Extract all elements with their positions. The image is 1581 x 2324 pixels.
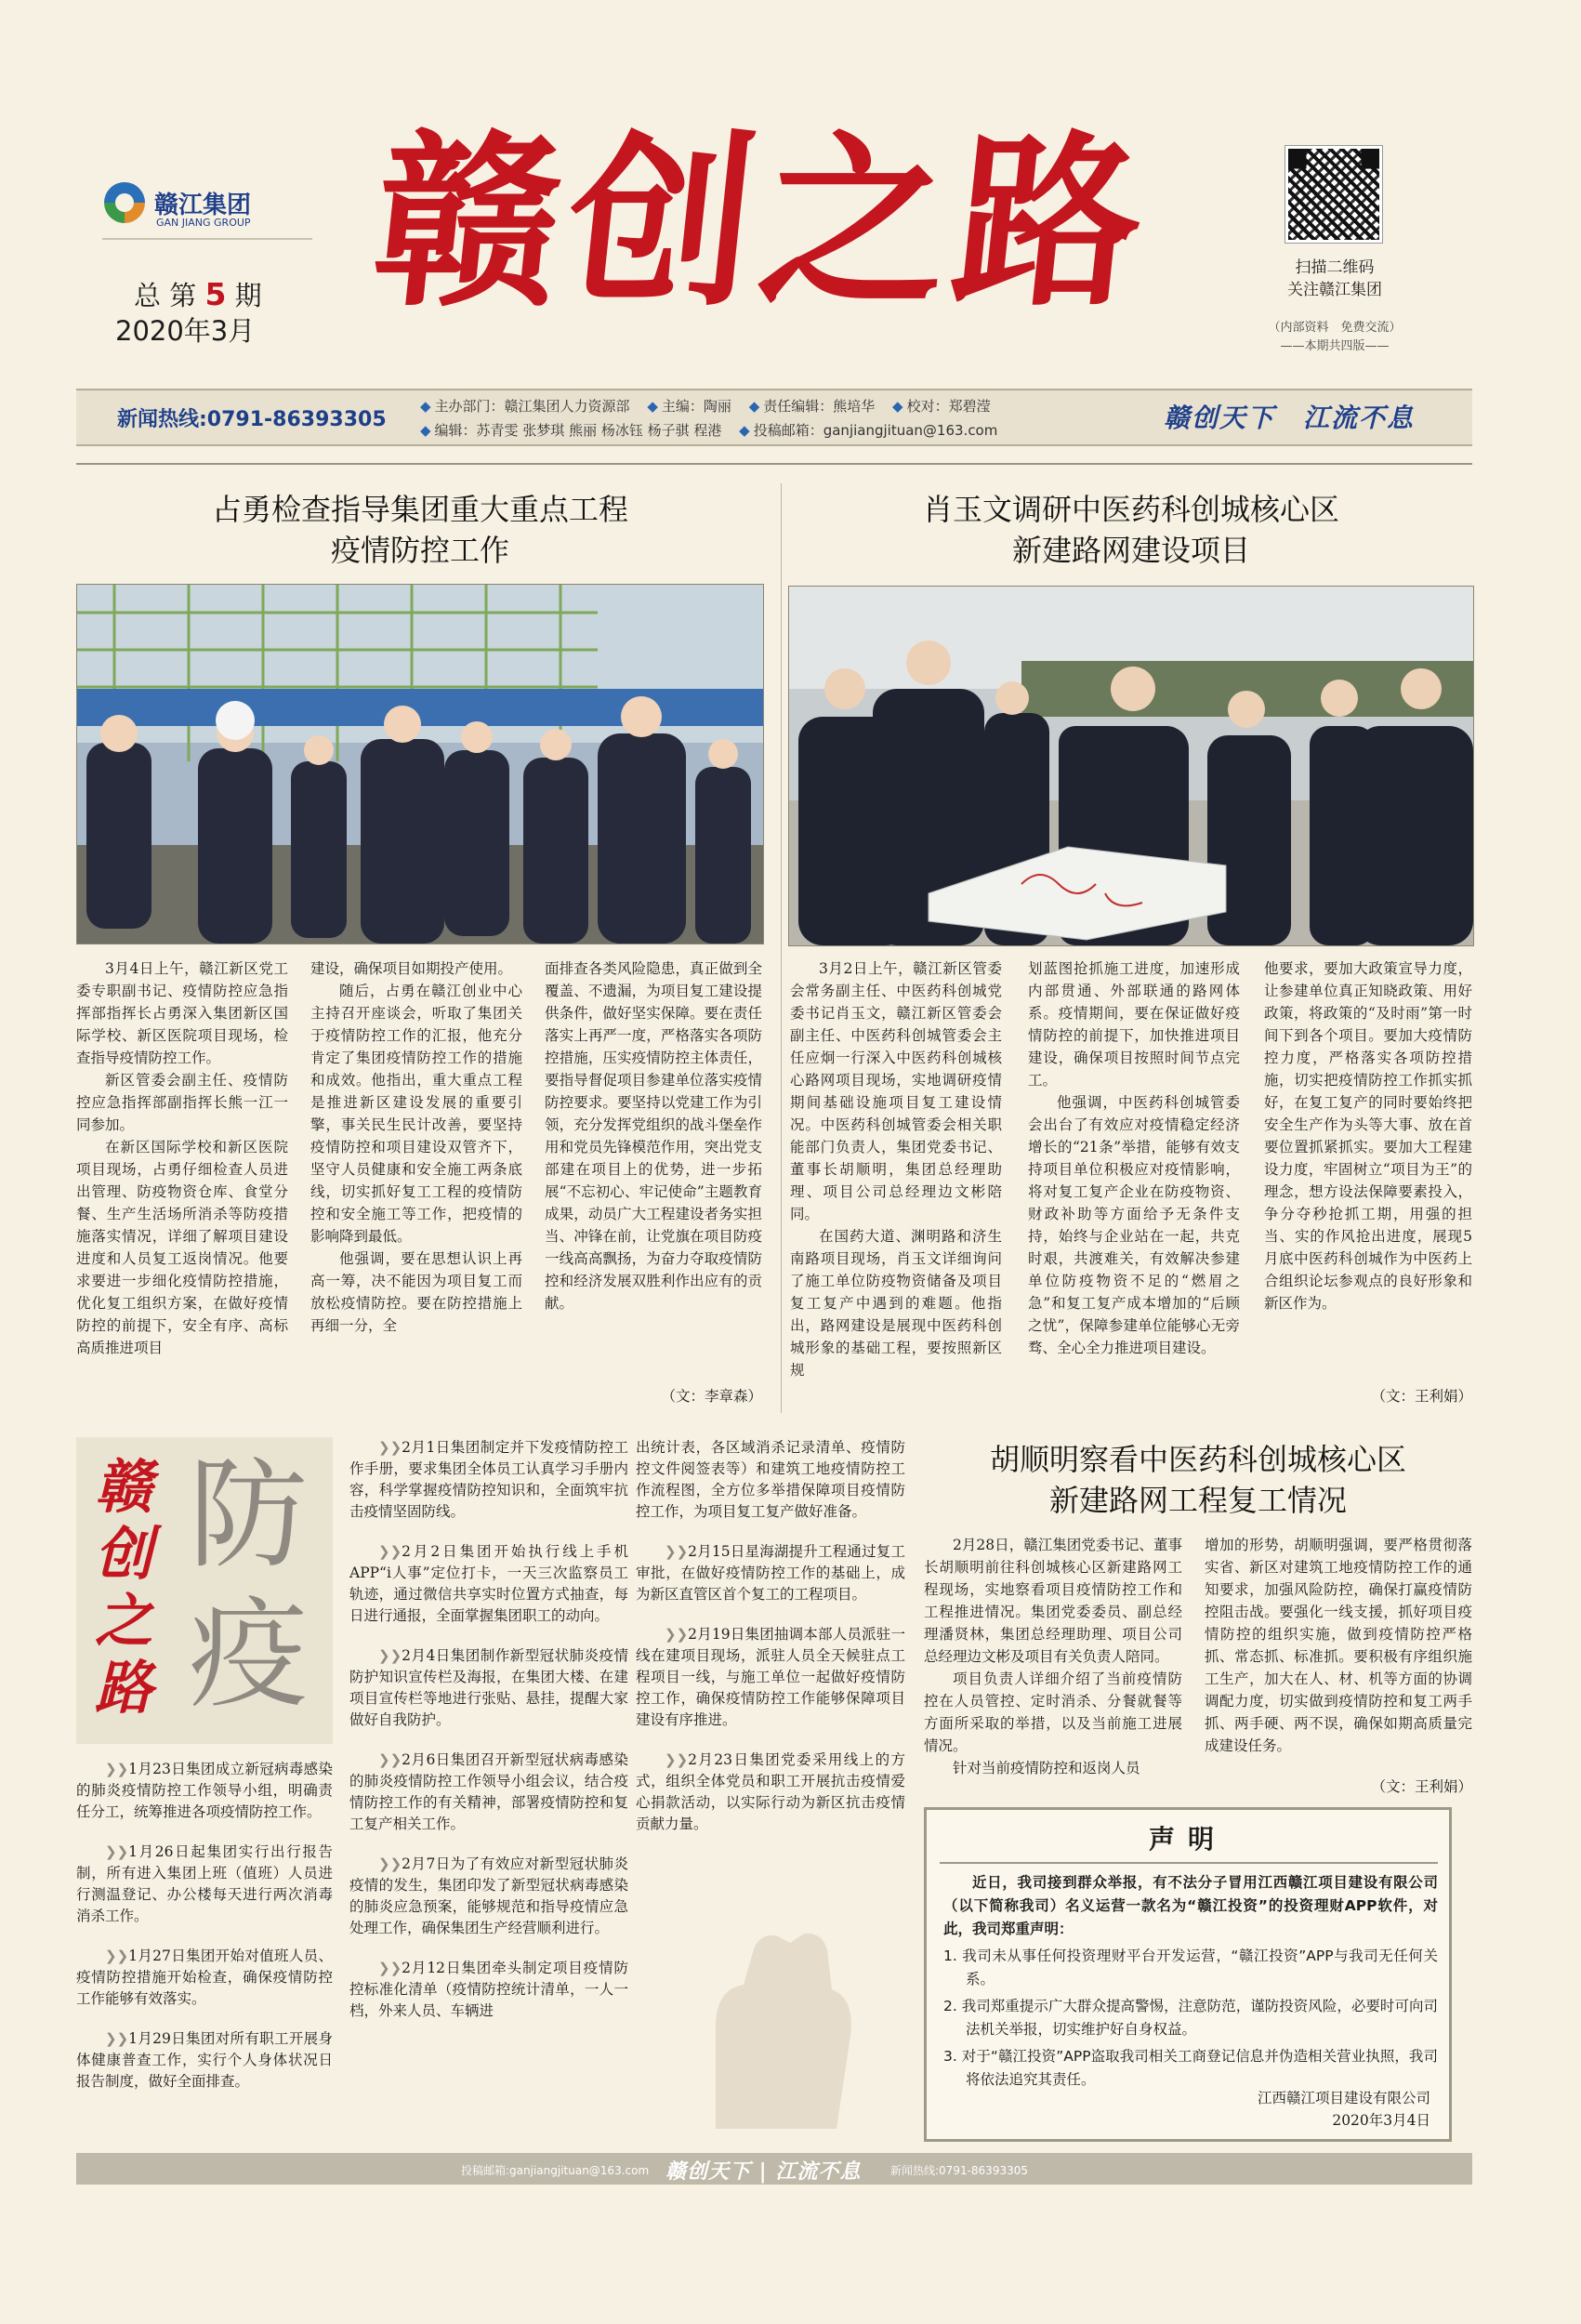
info-email[interactable]: 投稿邮箱：ganjiangjituan@163.com bbox=[753, 422, 998, 439]
timeline-text: 1月27日集团开始对值班人员、疫情防控措施开始检查，确保疫情防控工作能够有效落实。 bbox=[76, 1948, 333, 2007]
issue-suffix: 期 bbox=[234, 280, 262, 311]
article2-byline: （文：王利娟） bbox=[1371, 1388, 1472, 1405]
timeline-item: ❯❯2月6日集团召开新型冠状病毒感染的肺炎疫情防控工作领导小组会议，结合疫情防控工作的有关精神，部署疫情防控和复工复产相关工作。 bbox=[349, 1751, 628, 1832]
timeline-item: ❯❯2月4日集团制作新型冠状肺炎疫情防护知识宣传栏及海报，在集团大楼、在建项目宣传栏等地进行张贴、悬挂，提醒大家做好自我防护。 bbox=[349, 1647, 628, 1728]
timeline-item: ❯❯1月26日起集团实行出行报告制，所有进入集团上班（值班）人员进行测温登记、办公楼每天进行两次消毒消杀工作。 bbox=[76, 1843, 333, 1924]
article2-headline[interactable] bbox=[790, 489, 1472, 571]
notice-body bbox=[943, 1871, 1438, 2092]
fangyi-stamp-big bbox=[169, 1446, 327, 1725]
article2-paragraph: 他强调，中医药科创城管委会出台了有效应对疫情稳定经济增长的“21条”举措，能够有效支持项目单位积极应对疫情影响，将对复工复产企业在防疫物资、财政补助等方面给予无条件支持，始终与企业站在一起，共克时艰，共渡难关，有效解决参建单位防疫物资不足的“燃眉之急”和复工复产成本增加的“后顾之忧”，保障参建单位能够心无旁骛、全心全力推进项目建设。 bbox=[1028, 1094, 1240, 1356]
article3-paragraph: 2月28日，赣江集团党委书记、董事长胡顺明前往科创城核心区新建路网工程现场，实地察看项目疫情防控工作和工程推进情况。集团党委委员、副总经理潘贤林，集团总经理助理、项目公司总经理边文彬及项目有关负责人陪同。 bbox=[924, 1537, 1182, 1665]
group-logo-en: GAN JIANG GROUP bbox=[156, 217, 251, 229]
fangyi-column-2 bbox=[349, 1437, 628, 2040]
stamp-char: 创 bbox=[94, 1520, 152, 1588]
internal-note-line2: ——本期共四版—— bbox=[1280, 339, 1390, 353]
issue-number bbox=[134, 275, 262, 313]
timeline-text: 2月7日为了有效应对新型冠状肺炎疫情的发生，集团印发了新型冠状病毒感染的肺炎应急预案，能够规范和指导疫情应急处理工作，确保集团生产经营顺利进行。 bbox=[349, 1855, 628, 1936]
internal-note-line1: （内部资料 免费交流） bbox=[1268, 321, 1402, 335]
article1-paragraph: 随后，占勇在赣江创业中心主持召开座谈会，听取了集团关于疫情防控工作的汇报，他充分肯定了集团疫情防控工作的措施和成效。他指出，重大重点工程是推进新区建设发展的重要引擎，事关民生民计改善，要坚持疫情防控和项目建设双管齐下，坚守人员健康和安全施工两条底线，切实抓好复工工程的疫情防控和安全施工等工作，把疫情的影响降到最低。 bbox=[310, 983, 522, 1245]
article2-column-2 bbox=[1028, 957, 1240, 1359]
issue-date: 2020年3月 bbox=[115, 315, 256, 347]
article2-paragraph: 他要求，要加大政策宣导力度，让参建单位真正知晓政策、用好政策，将政策的“及时雨”第一时间下到各个项目。要加大疫情防控力度，严格落实各项防控措施，切实把疫情防控工作抓实抓好，在复工复产的同时要始终把安全生产作为头等大事、放在首要位置抓紧抓实。要加大工程建设力度，牢固树立“项目为王”的理念，想方设法保障要素投入，争分夺秒抢抓工期，用强的担当、实的作风抢出进度，展现5月底中医药科创城作为中医药上合组织论坛参观点的良好形象和新区作为。 bbox=[1264, 960, 1472, 1312]
timeline-item: ❯❯2月23日集团党委采用线上的方式，组织全体党员和职工开展抗击疫情爱心捐款活动，以实际行动为新区抗击疫情贡献力量。 bbox=[636, 1751, 905, 1832]
article1-headline-line1: 占勇检查指导集团重大重点工程 bbox=[211, 492, 628, 527]
article1-column-1 bbox=[76, 957, 288, 1359]
article2-photo-image bbox=[789, 587, 1473, 945]
notice-title: 声明 bbox=[1148, 1824, 1227, 1855]
article3-paragraph: 针对当前疫情防控和返岗人员 bbox=[953, 1760, 1140, 1776]
article3-paragraph: 项目负责人详细介绍了当前疫情防控在人员管控、定时消杀、分餐就餐等方面所采取的举措，以及当前施工进展情况。 bbox=[924, 1670, 1182, 1754]
footer-slogan: 赣创天下 | 江流不息 bbox=[665, 2159, 862, 2184]
column-divider bbox=[781, 483, 782, 1413]
group-logo-icon bbox=[104, 182, 145, 223]
article3-headline-line1: 胡顺明察看中医药科创城核心区 bbox=[989, 1442, 1406, 1477]
logo-divider bbox=[102, 238, 312, 240]
timeline-continuation: 出统计表，各区域消杀记录清单、疫情防控文件阅签表等）和建筑工地疫情防控工作流程图，全方位多举措保障项目疫情防控工作，为项目复工复产做好准备。 bbox=[636, 1439, 905, 1520]
qr-caption-line1: 扫描二维码 bbox=[1295, 258, 1375, 277]
stamp-big-char: 防 bbox=[188, 1446, 308, 1585]
newspaper-title: 赣创之路 bbox=[363, 113, 1161, 332]
timeline-text: 2月4日集团制作新型冠状肺炎疫情防护知识宣传栏及海报，在集团大楼、在建项目宣传栏等地进行张贴、悬挂，提醒大家做好自我防护。 bbox=[349, 1647, 628, 1728]
article2-paragraph: 3月2日上午，赣江新区管委会常务副主任、中医药科创城党委书记肖玉文，赣江新区管委会副主任、中医药科创城管委会主任应炯一行深入中医药科创城核心路网项目现场，实地调研疫情期间基础设施项目复工建设情况。中医药科创城管委会相关职能部门负责人，集团党委书记、董事长胡顺明，集团总经理助理、项目公司总经理边文彬陪同。 bbox=[790, 960, 1002, 1222]
info-proofreader: 校对：郑碧滢 bbox=[906, 398, 991, 415]
notice-signer: 江西赣江项目建设有限公司 bbox=[1257, 2090, 1430, 2106]
timeline-item: ❯❯1月29日集团对所有职工开展身体健康普查工作，实行个人身体状况日报告制度，做好全面排查。 bbox=[76, 2030, 333, 2090]
timeline-item: ❯❯2月2日集团开始执行线上手机APP“i人事”定位打卡，一天三次监察员工轨迹，通过微信共享实时位置方式抽查，每日进行通报，全面掌握集团职工的动向。 bbox=[349, 1543, 628, 1624]
article1-paragraph: 建设，确保项目如期投产使用。 bbox=[310, 960, 513, 977]
article2-column-3 bbox=[1264, 957, 1472, 1314]
article2-headline-line1: 肖玉文调研中医药科创城核心区 bbox=[922, 492, 1339, 527]
timeline-text: 2月12日集团牵头制定项目疫情防控标准化清单（疫情防控统计清单，一人一档，外来人员、车辆进 bbox=[349, 1960, 628, 2019]
article1-paragraph: 他强调，要在思想认识上再高一筹，决不能因为项目复工而放松疫情防控。要在防控措施上再细一分，全 bbox=[310, 1250, 522, 1334]
article1-column-2 bbox=[310, 957, 522, 1337]
timeline-text: 1月29日集团对所有职工开展身体健康普查工作，实行个人身体状况日报告制度，做好全面排查。 bbox=[76, 2030, 333, 2090]
notice-date: 2020年3月4日 bbox=[1332, 2112, 1430, 2129]
notice-item: 3. 对于“赣江投资”APP盗取我司相关工商登记信息并伪造相关营业执照，我司将依法追究其责任。 bbox=[943, 2048, 1438, 2088]
timeline-text: 2月2日集团开始执行线上手机APP“i人事”定位打卡，一天三次监察员工轨迹，通过微信共享实时位置方式抽查，每日进行通报，全面掌握集团职工的动向。 bbox=[349, 1543, 628, 1624]
article1-paragraph: 面排查各类风险隐患，真正做到全覆盖、不遗漏，为项目复工建设提供条件，做好坚实保障。要在责任落实上再严一度，严格落实各项防控措施，压实疫情防控主体责任，要指导督促项目参建单位落实疫情防控要求。要坚持以党建工作为引领，充分发挥党组织的战斗堡垒作用和党员先锋模范作用，突出党支部建在项目上的优势，进一步拓展“不忘初心、牢记使命”主题教育成果，动员广大工程建设者务实担当、冲锋在前，让党旗在项目防疫一线高高飘扬，为奋力夺取疫情防控和经济发展双胜利作出应有的贡献。 bbox=[545, 960, 762, 1312]
fangyi-stamp bbox=[76, 1437, 333, 1744]
article1-paragraph: 3月4日上午，赣江新区党工委专职副书记、疫情防控应急指挥部指挥长占勇深入集团新区国际学校、新区医院项目现场，检查指导疫情防控工作。 bbox=[76, 960, 288, 1066]
article2-photo bbox=[788, 586, 1474, 946]
timeline-item: ❯❯2月19日集团抽调本部人员派驻一线在建项目现场，派驻人员全天候驻点工程项目一线，与施工单位一起做好疫情防控工作，确保疫情防控工作能够保障项目建设有序推进。 bbox=[636, 1626, 905, 1728]
article1-headline[interactable] bbox=[76, 489, 764, 571]
fangyi-column-1 bbox=[76, 1759, 333, 2111]
info-chief-editor: 主编：陶丽 bbox=[661, 398, 731, 415]
notice-intro: 近日，我司接到群众举报，有不法分子冒用江西赣江项目建设有限公司（以下简称我司）名义运营一款名为“赣江投资”的投资理财APP软件，对此，我司郑重声明： bbox=[943, 1874, 1438, 1937]
info-sponsor: 主办部门：赣江集团人力资源部 bbox=[434, 398, 630, 415]
footer-email[interactable]: 投稿邮箱:ganjiangjituan@163.com bbox=[461, 2164, 650, 2177]
stamp-char: 赣 bbox=[94, 1453, 152, 1521]
article3-headline-line2: 新建路网工程复工情况 bbox=[1048, 1483, 1347, 1518]
stamp-char: 路 bbox=[94, 1654, 152, 1722]
article3-column-1 bbox=[924, 1534, 1182, 1779]
timeline-item: ❯❯1月27日集团开始对值班人员、疫情防控措施开始检查，确保疫情防控工作能够有效落实。 bbox=[76, 1948, 333, 2007]
info-line-2: ◆ 编辑：苏青雯 张梦琪 熊丽 杨冰钰 杨子骐 程港 ◆ 投稿邮箱：ganjiangjituan@163.com bbox=[420, 422, 998, 439]
stamp-char: 之 bbox=[94, 1587, 152, 1655]
timeline-text: 2月23日集团党委采用线上的方式，组织全体党员和职工开展抗击疫情爱心捐款活动，以实际行动为新区抗击疫情贡献力量。 bbox=[636, 1751, 905, 1832]
timeline-item: ❯❯2月15日星海湖提升工程通过复工审批，在做好疫情防控工作的基础上，成为新区直管区首个复工的工程项目。 bbox=[636, 1543, 905, 1603]
notice-item: 2. 我司郑重提示广大群众提高警惕，注意防范，谨防投资风险，必要时可向司法机关举报，切实维护好自身权益。 bbox=[943, 1998, 1438, 2038]
info-responsible-editor: 责任编辑：熊培华 bbox=[763, 398, 876, 415]
timeline-text: 2月15日星海湖提升工程通过复工审批，在做好疫情防控工作的基础上，成为新区直管区首个复工的工程项目。 bbox=[636, 1543, 905, 1603]
timeline-text: 2月1日集团制定并下发疫情防控工作手册，要求集团全体员工认真学习手册内容，科学掌握疫情防控知识和，全面筑牢抗击疫情坚固防线。 bbox=[349, 1439, 628, 1520]
timeline-item: ❯❯2月1日集团制定并下发疫情防控工作手册，要求集团全体员工认真学习手册内容，科学掌握疫情防控知识和，全面筑牢抗击疫情坚固防线。 bbox=[349, 1439, 628, 1520]
timeline-text: 1月26日起集团实行出行报告制，所有进入集团上班（值班）人员进行测温登记、办公楼每天进行两次消毒消杀工作。 bbox=[76, 1843, 333, 1924]
timeline-item: ❯❯2月12日集团牵头制定项目疫情防控标准化清单（疫情防控统计清单，一人一档，外来人员、车辆进 bbox=[349, 1960, 628, 2019]
info-line-1: ◆ 主办部门：赣江集团人力资源部 ◆ 主编：陶丽 ◆ 责任编辑：熊培华 ◆ 校对：郑碧滢 bbox=[420, 398, 991, 415]
header-slogan: 赣创天下 江流不息 bbox=[1164, 403, 1416, 433]
timeline-item: ❯❯2月7日为了有效应对新型冠状肺炎疫情的发生，集团印发了新型冠状病毒感染的肺炎应急预案，能够规范和指导疫情应急处理工作，确保集团生产经营顺利进行。 bbox=[349, 1855, 628, 1936]
article1-byline: （文：李章森） bbox=[661, 1388, 762, 1405]
article2-paragraph: 划蓝图抢抓施工进度，加速形成内部贯通、外部联通的路网体系。疫情期间，要在保证做好疫情防控的前提下，加快推进项目建设，确保项目按照时间节点完工。 bbox=[1028, 960, 1240, 1089]
article3-paragraph: 增加的形势，胡顺明强调，要严格贯彻落实省、新区对建筑工地疫情防控工作的通知要求，加强风险防控，确保打赢疫情防控阻击战。要强化一线支援，抓好项目疫情防控的组织实施，做到疫情防控严格抓、常态抓、标准抓。要积极有序组织施工生产，加大在人、材、机等方面的协调调配力度，切实做到疫情防控和复工两手抓、两手硬、两不误，确保如期高质量完成建设任务。 bbox=[1205, 1537, 1472, 1754]
article2-column-1 bbox=[790, 957, 1002, 1381]
internal-note bbox=[1251, 319, 1418, 356]
issue-number-value: 5 bbox=[204, 276, 227, 312]
issue-prefix: 总 第 bbox=[134, 280, 197, 311]
article1-photo-image bbox=[77, 585, 763, 944]
qr-caption bbox=[1270, 257, 1400, 301]
article1-column-3 bbox=[545, 957, 762, 1314]
fangyi-stamp-red bbox=[82, 1454, 165, 1722]
group-logo-name: 赣江集团 bbox=[154, 191, 252, 219]
news-hotline: 新闻热线:0791-86393305 bbox=[117, 408, 387, 431]
article1-paragraph: 在新区国际学校和新区医院项目现场，占勇仔细检查人员进出管理、防疫物资仓库、食堂分餐、生产生活场所消杀等防疫措施落实情况，详细了解项目建设进度和人员复工返岗情况。他要求要进一步细化疫情防控措施，优化复工组织方案，在做好疫情防控的前提下，安全有序、高标高质推进项目 bbox=[76, 1139, 288, 1356]
timeline-text: 2月6日集团召开新型冠状病毒感染的肺炎疫情防控工作领导小组会议，结合疫情防控工作的有关精神，部署疫情防控和复工复产相关工作。 bbox=[349, 1751, 628, 1832]
notice-box bbox=[924, 1807, 1452, 2142]
notice-signature bbox=[1258, 2087, 1430, 2132]
timeline-item: ❯❯1月23日集团成立新冠病毒感染的肺炎疫情防控工作领导小组，明确责任分工，统筹推进各项疫情防控工作。 bbox=[76, 1761, 333, 1820]
article1-photo bbox=[76, 584, 764, 944]
notice-item: 1. 我司未从事任何投资理财平台开发运营，“赣江投资”APP与我司无任何关系。 bbox=[943, 1948, 1438, 1987]
stamp-big-char: 疫 bbox=[188, 1586, 308, 1724]
article1-headline-line2: 疫情防控工作 bbox=[330, 533, 509, 568]
qr-caption-line2: 关注赣江集团 bbox=[1287, 281, 1382, 299]
article3-headline[interactable] bbox=[924, 1439, 1472, 1521]
header-divider bbox=[76, 463, 1472, 465]
notice-divider bbox=[940, 1862, 1438, 1864]
qr-code-icon[interactable] bbox=[1285, 145, 1383, 244]
article1-paragraph: 新区管委会副主任、疫情防控应急指挥部副指挥长熊一江一同参加。 bbox=[76, 1072, 288, 1133]
article2-headline-line2: 新建路网建设项目 bbox=[1011, 533, 1250, 568]
info-editors: 编辑：苏青雯 张梦琪 熊丽 杨冰钰 杨子骐 程港 bbox=[434, 422, 722, 439]
article3-column-2 bbox=[1205, 1534, 1472, 1757]
raised-fist-icon bbox=[651, 1896, 892, 2138]
article2-paragraph: 在国药大道、渊明路和济生南路项目现场，肖玉文详细询问了施工单位防疫物资储备及项目复工复产中遇到的难题。他指出，路网建设是展现中医药科创城形象的基础工程，要按照新区规 bbox=[790, 1228, 1002, 1379]
fangyi-column-3 bbox=[636, 1437, 905, 1854]
timeline-text: 2月19日集团抽调本部人员派驻一线在建项目现场，派驻人员全天候驻点工程项目一线，与施工单位一起做好疫情防控工作，确保疫情防控工作能够保障项目建设有序推进。 bbox=[636, 1626, 905, 1728]
article3-byline: （文：王利娟） bbox=[1371, 1778, 1472, 1795]
timeline-text: 1月23日集团成立新冠病毒感染的肺炎疫情防控工作领导小组，明确责任分工，统筹推进各项疫情防控工作。 bbox=[76, 1761, 333, 1820]
footer-hotline: 新闻热线:0791-86393305 bbox=[890, 2164, 1028, 2177]
